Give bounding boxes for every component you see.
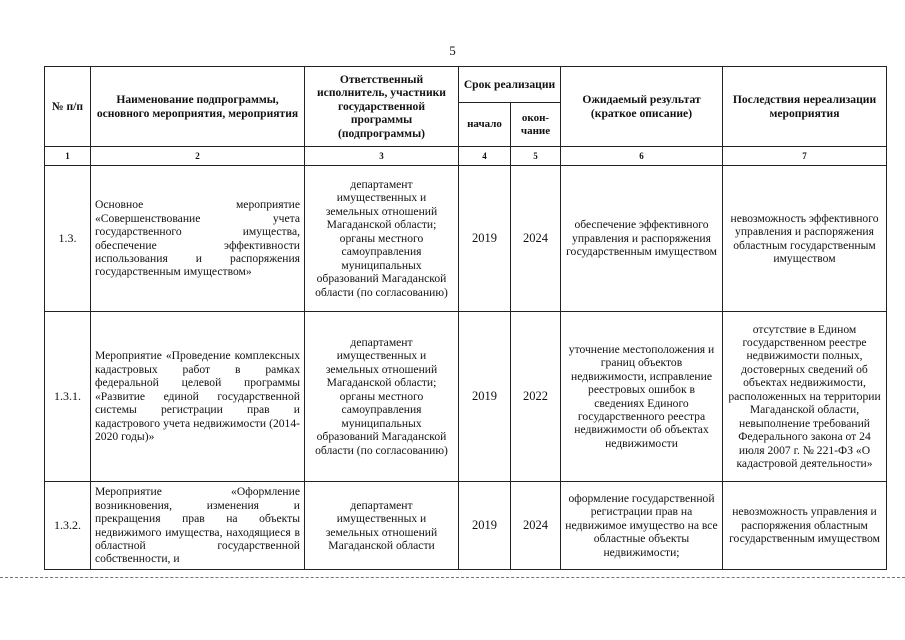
table-row: [45, 312, 887, 482]
row-name: Мероприятие «Проведение комплексных кадастровых работ в рамках федеральной целевой программы «Развитие единой государственной системы регистрации прав и кадастрового учета недвижимости (2014-2020 годы)»: [91, 312, 305, 482]
row-responsible: департамент имущественных и земельных отношений Магаданской области; органы местного самоуправления муниципальных образований Магаданской области (по согласованию): [305, 312, 459, 482]
row-result: обеспечение эффективного управления и распоряжения государственным имуществом: [561, 166, 723, 312]
header-num: № п/п: [45, 67, 91, 147]
column-number: 3: [305, 147, 459, 166]
column-number: 1: [45, 147, 91, 166]
column-number: 4: [459, 147, 511, 166]
row-result: оформление государственной регистрации прав на недвижимое имущество на все областные объекты недвижимости;: [561, 482, 723, 570]
row-consequences: невозможность управления и распоряжения областным государственным имуществом: [723, 482, 887, 570]
column-number: 7: [723, 147, 887, 166]
row-number: 1.3.1.: [45, 312, 91, 482]
page-number: 5: [449, 43, 456, 58]
row-number: 1.3.2.: [45, 482, 91, 570]
column-number: 6: [561, 147, 723, 166]
column-number: 5: [511, 147, 561, 166]
table-row: [45, 166, 887, 312]
row-name: Мероприятие «Оформление возникновения, изменения и прекращения прав на объекты недвижимого имущества, находящиеся в областной государственной собственности, и: [91, 482, 305, 570]
page-bottom-divider: [0, 577, 905, 578]
row-consequences: невозможность эффективного управления и распоряжения областным государственным имуществом: [723, 166, 887, 312]
header-start: начало: [459, 103, 511, 147]
row-end-year: 2022: [511, 312, 561, 482]
row-number: 1.3.: [45, 166, 91, 312]
row-consequences: отсутствие в Едином государственном реестре недвижимости полных, достоверных сведений об объектах недвижимости, расположенных на территории Магаданской области, невыполнение требований Федерального закона от 24 июля 2007 г. № 221-ФЗ «О кадастровой деятельности»: [723, 312, 887, 482]
header-result: Ожидаемый результат (краткое описание): [561, 67, 723, 147]
row-start-year: 2019: [459, 166, 511, 312]
row-name: Основное мероприятие «Совершенствование учета государственного имущества, обеспечение эффективности использования и распоряжения государственным имуществом»: [91, 166, 305, 312]
table-row: [45, 482, 887, 570]
row-end-year: 2024: [511, 482, 561, 570]
column-number: 2: [91, 147, 305, 166]
header-name: Наименование подпрограммы, основного мероприятия, мероприятия: [91, 67, 305, 147]
header-consequences: Последствия нереализации мероприятия: [723, 67, 887, 147]
header-end: окон-чание: [511, 103, 561, 147]
row-result: уточнение местоположения и границ объектов недвижимости, исправление реестровых ошибок в сведениях Единого государственного реестра недвижимости об объектах недвижимости: [561, 312, 723, 482]
row-start-year: 2019: [459, 482, 511, 570]
program-table: [44, 66, 887, 570]
header-responsible: Ответственный исполнитель, участники государственной программы (подпрограммы): [305, 67, 459, 147]
header-period: Срок реализации: [459, 67, 561, 103]
row-responsible: департамент имущественных и земельных отношений Магаданской области: [305, 482, 459, 570]
row-responsible: департамент имущественных и земельных отношений Магаданской области; органы местного самоуправления муниципальных образований Магаданской области (по согласованию): [305, 166, 459, 312]
row-end-year: 2024: [511, 166, 561, 312]
column-numbers-row: [45, 147, 887, 166]
row-start-year: 2019: [459, 312, 511, 482]
